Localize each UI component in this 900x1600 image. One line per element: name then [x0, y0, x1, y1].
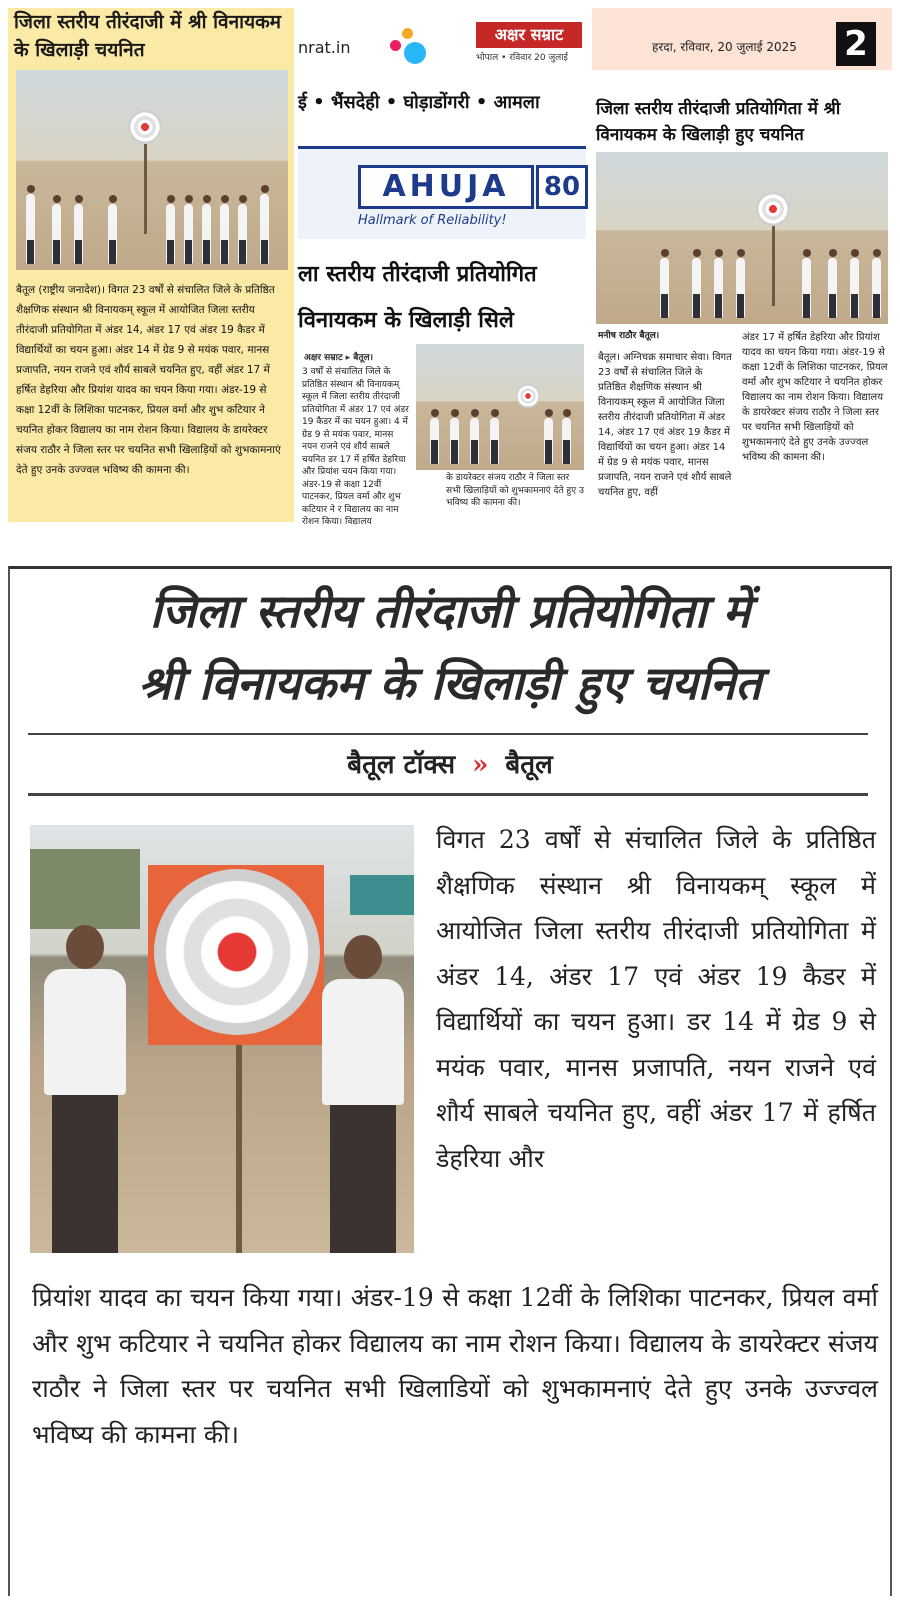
clip2-team-photo — [416, 344, 584, 470]
main-headline-line2: श्री विनायकम के खिलाड़ी हुए चयनित — [138, 656, 762, 710]
clipping-agnichakra — [592, 8, 892, 522]
clip2-byline: अक्षर सम्राट ▸ बैतूल। — [304, 353, 374, 363]
byline-source: बैतूल टॉक्स — [347, 750, 456, 780]
clip3-col1: बैतूल। अग्निचक्र समाचार सेवा। विगत 23 वर्षों से संचालित जिले के प्रतिष्ठित शैक्षणिक संस्थान श्री विनायकम् स्कूल में आयोजित जिला स्तरीय तीरंदाजी प्रतियोगिता में अंडर 14, अंडर 17 एवं अंडर 19 कैडर में विद्यार्थियों का चयन हुआ। अंडर 14 में ग्रेड 9 से मयंक पवार, मानस प्रजापति, नयन राजने एवं शौर्य साबले चयनित हुए, वहीं — [598, 352, 732, 498]
archer-left — [40, 925, 130, 1253]
main-archers-photo — [30, 825, 414, 1253]
clip3-headline: जिला स्तरीय तीरंदाजी प्रतियोगिता में श्री विनायकम के खिलाड़ी हुए चयनित — [596, 99, 841, 145]
ad-number: 80 — [536, 165, 588, 209]
clip2-col1: 3 वर्षों से संचालित जिले के प्रतिष्ठित संस्थान श्री विनायकम् स्कूल में जिला स्तरीय तीरंदाजी प्रतियोगिता में अंडर 17 एवं अंडर 19 कैडर में का चयन हुआ। 4 में ग्रेड 9 से मयंक पवार, मानस नयन राजने एवं शौर्य साबले चयनित डर 17 में हर्षित डेहरिया और प्रियांश चयन किया गया। अंडर-19 से कक्षा 12वीं पाटनकर, प्रियल वर्मा और शुभ कटियार ने र विद्यालय का नाम रोशन किया। विद्यालय — [302, 367, 409, 527]
clip3-dateline: हरदा, रविवार, 20 जुलाई 2025 — [652, 40, 797, 54]
clipping-rashtriya-janadesh — [8, 8, 294, 522]
archery-target-icon — [154, 869, 320, 1035]
clip1-headline: जिला स्तरीय तीरंदाजी में श्री विनायकम के खिलाड़ी चयनित — [14, 11, 282, 61]
clip3-page-number: 2 — [836, 22, 876, 66]
main-headline-line1: जिला स्तरीय तीरंदाजी प्रतियोगिता में — [149, 584, 751, 638]
main-byline — [10, 745, 890, 781]
archery-target-icon — [756, 192, 790, 226]
byline-place: बैतूल — [505, 750, 553, 780]
clip2-headline-1: ला स्तरीय तीरंदाजी प्रतियोगित — [298, 261, 537, 287]
ad-logo: AHUJA — [358, 165, 534, 209]
color-dots-logo-icon — [390, 28, 430, 72]
clip2-brand: अक्षर सम्राट — [476, 22, 582, 48]
byline-arrow-icon: » — [472, 750, 489, 780]
headline-divider — [28, 733, 868, 735]
clip1-team-photo — [16, 70, 288, 270]
main-clipping-baitul-talks — [8, 566, 892, 1596]
clip3-byline: मनीष राठौर बैतूल। — [598, 331, 660, 341]
clip3-col2: अंडर 17 में हर्षित डेहरिया और प्रियांश यादव का चयन किया गया। अंडर-19 से कक्षा 12वीं के लिशिका पाटनकर, प्रियल वर्मा और शुभ कटियार ने चयनित होकर विद्यालय का नाम रोशन किया। विद्यालय के डायरेक्टर संजय राठौर ने जिला स्तर पर चयनित सभी खिलाड़ियों को शुभकामनाएं देते हुए उनके उज्ज्वल भविष्य की कामना की। — [742, 332, 888, 463]
clip2-col2: के डायरेक्टर संजय राठौर ने जिला स्तर सभी खिलाड़ियों को शुभकामनाएं देते हुए उ भविष्य की कामना की। — [446, 473, 584, 508]
clip2-places: ई • भैंसदेही • घोड़ाडोंगरी • आमला — [298, 92, 540, 113]
clip2-headline-2: विनायकम के खिलाड़ी सिले — [298, 307, 514, 333]
clip2-url: nrat.in — [298, 38, 351, 57]
clip2-dateline: भोपाल • रविवार 20 जुलाई — [476, 53, 568, 63]
archer-right — [318, 935, 408, 1253]
clip2-advertisement — [298, 146, 586, 239]
ad-tagline: Hallmark of Reliability! — [358, 213, 507, 228]
clip3-team-photo — [596, 152, 888, 324]
clip1-body: बैतूल (राष्ट्रीय जनादेश)। विगत 23 वर्षों से संचालित जिले के प्रतिष्ठित शैक्षणिक संस्थान श्री विनायकम् स्कूल में आयोजित जिला स्तरीय तीरंदाजी प्रतियोगिता में अंडर 14, अंडर 17 एवं अंडर 19 कैडर में विद्यार्थियों का चयन हुआ। अंडर 14 में ग्रेड 9 से मयंक पवार, मानस प्रजापति, नयन राजने एवं शौर्य साबले चयनित हुए, वहीं अंडर 17 में हर्षित डेहरिया और प्रियांश यादव का चयन किया गया। अंडर-19 से कक्षा 12वीं के लिशिका पाटनकर, प्रियल वर्मा और शुभ कटियार ने चयनित होकर विद्यालय का नाम रोशन किया। विद्यालय के डायरेक्टर संजय राठौर ने जिला स्तर पर चयनित सभी खिलाड़ियों को शुभकामनाएं देते हुए उनके उज्ज्वल भविष्य की कामना की। — [16, 284, 281, 476]
main-paragraph-full: प्रियांश यादव का चयन किया गया। अंडर-19 से कक्षा 12वीं के लिशिका पाटनकर, प्रियल वर्मा और शुभ कटियार ने चयनित होकर विद्यालय का नाम रोशन किया। विद्यालय के डायरेक्टर संजय राठौर ने जिला स्तर पर चयनित सभी खिलाडियों को शुभकामनाएं देते हुए उनके उज्ज्वल भविष्य की कामना की। — [32, 1283, 878, 1449]
clipping-akshar-samrat — [298, 8, 588, 527]
byline-divider — [28, 793, 868, 796]
archery-target-icon — [128, 110, 162, 144]
main-paragraph-right: विगत 23 वर्षों से संचालित जिले के प्रतिष्ठित शैक्षणिक संस्थान श्री विनायकम् स्कूल में आयोजित जिला स्तरीय तीरंदाजी प्रतियोगिता में अंडर 14, अंडर 17 एवं अंडर 19 कैडर में विद्यार्थियों का चयन हुआ। डर 14 में ग्रेड 9 से मयंक पवार, मानस प्रजापति, नयन राजने एवं शौर्य साबले चयनित हुए, वहीं अंडर 17 में हर्षित डेहरिया और — [436, 825, 876, 1173]
archery-target-icon — [516, 384, 540, 408]
